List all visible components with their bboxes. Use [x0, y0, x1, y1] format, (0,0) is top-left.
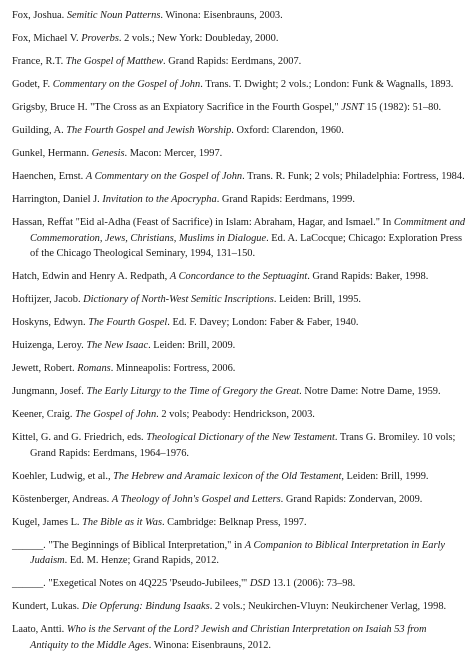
entry-text: . Notre Dame: Notre Dame, 1959. — [299, 386, 441, 397]
entry-text: Kugel, James L. — [12, 516, 83, 528]
entry-text: Kittel, G. and G. Friedrich, eds. — [12, 432, 147, 443]
bibliography-entry — [12, 269, 466, 285]
bibliography-entry — [12, 215, 466, 262]
bibliography-entry — [12, 169, 466, 185]
entry-text: . Cambridge: Belknap Press, 1997. — [161, 516, 307, 528]
bibliography-entry — [12, 576, 466, 592]
bibliography-entry — [12, 492, 466, 508]
entry-title-italic: Proverbs — [81, 33, 119, 44]
entry-text: 15 (1982): 51–80. — [363, 102, 442, 113]
entry-text: ______. "Exegetical Notes on 4Q225 'Pseudo-Jubilees,'" — [12, 578, 250, 589]
entry-title-italic: A Concordance to the Septuagint — [169, 271, 308, 282]
entry-title-italic: Commentary on the Gospel of John — [52, 79, 201, 90]
entry-text: . Ed. M. Henze; Grand Rapids, 2012. — [64, 555, 220, 566]
entry-text: Huizenga, Leroy. — [12, 340, 87, 351]
entry-text: . Grand Rapids: Zondervan, 2009. — [280, 493, 423, 505]
bibliography-entry — [12, 100, 466, 116]
entry-text: . Grand Rapids: Eerdmans, 2007. — [163, 56, 302, 67]
entry-title-italic: A Commentary on the Gospel of John — [85, 171, 243, 182]
entry-text: . Trans. T. Dwight; 2 vols.; London: Funk & Wagnalls, 1893. — [200, 79, 454, 90]
bibliography-entry — [12, 361, 466, 377]
entry-text: Godet, F. — [12, 79, 53, 90]
entry-title-italic: Theological Dictionary of the New Testament — [146, 432, 335, 443]
bibliography-entry — [12, 599, 466, 615]
bibliography-entry — [12, 31, 466, 47]
entry-text: . Macon: Mercer, 1997. — [124, 148, 223, 159]
bibliography-entry — [12, 469, 466, 485]
entry-title-italic: The Hebrew and Aramaic lexicon of the Old Testament — [113, 470, 342, 482]
bibliography-entry — [12, 54, 466, 70]
entry-text: Hatch, Edwin and Henry A. Redpath, — [12, 271, 170, 282]
entry-text: ______. "The Beginnings of Biblical Interpretation," in — [12, 539, 245, 551]
entry-title-italic: The Gospel of Matthew — [65, 56, 164, 67]
entry-text: Hassan, Reffat "Eid al-Adha (Feast of Sacrifice) in Islam: Abraham, Hagar, and Ismael." In — [12, 217, 394, 228]
entry-text: Fox, Michael V. — [12, 33, 82, 44]
entry-title-italic: The Gospel of John — [75, 409, 157, 420]
bibliography-entry — [12, 515, 466, 531]
entry-title-italic: Dictionary of North-West Semitic Inscriptions — [83, 294, 274, 305]
entry-title-italic: JSNT — [341, 102, 364, 113]
entry-text: Koehler, Ludwig, et al., — [12, 470, 114, 482]
bibliography-list — [12, 8, 466, 653]
entry-title-italic: DSD — [249, 578, 271, 589]
bibliography-entry — [12, 407, 466, 423]
entry-title-italic: Die Opferung: Bindung Isaaks — [81, 601, 210, 612]
entry-title-italic: Invitation to the Apocrypha — [102, 194, 217, 205]
bibliography-entry — [12, 338, 466, 354]
entry-text: . Minneapolis: Fortress, 2006. — [110, 363, 236, 374]
bibliography-entry — [12, 77, 466, 93]
entry-text: . 2 vols.; New York: Doubleday, 2000. — [118, 33, 279, 44]
entry-text: Fox, Joshua. — [12, 10, 67, 21]
entry-title-italic: Genesis — [91, 148, 125, 159]
entry-text: . Oxford: Clarendon, 1960. — [231, 125, 344, 136]
entry-text: Guilding, A. — [12, 125, 67, 136]
entry-title-italic: A Companion to Biblical Interpretation in Early Judaism — [30, 539, 446, 566]
entry-text: . Leiden: Brill, 1995. — [273, 294, 361, 305]
entry-text: Gunkel, Hermann. — [12, 148, 92, 159]
entry-title-italic: The Bible as it Was — [82, 516, 162, 528]
entry-text: Keener, Craig. — [12, 409, 76, 420]
entry-text: . Grand Rapids: Baker, 1998. — [307, 271, 429, 282]
entry-text: . Ed. F. Davey; London: Faber & Faber, 1940. — [167, 317, 359, 328]
bibliography-entry — [12, 192, 466, 208]
bibliography-entry — [12, 430, 466, 461]
entry-text: Laato, Antti. — [12, 624, 67, 635]
entry-text: Köstenberger, Andreas. — [12, 493, 112, 505]
entry-text: Hoskyns, Edwyn. — [12, 317, 89, 328]
entry-text: Jewett, Robert. — [12, 363, 78, 374]
bibliography-entry — [12, 622, 466, 653]
entry-text: . Winona: Eisenbrauns, 2003. — [160, 10, 283, 21]
entry-text: Grigsby, Bruce H. "The Cross as an Expiatory Sacrifice in the Fourth Gospel," — [12, 102, 342, 113]
entry-text: Haenchen, Ernst. — [12, 171, 86, 182]
entry-title-italic: Semitic Noun Patterns — [66, 10, 161, 21]
entry-text: , Leiden: Brill, 1999. — [341, 470, 429, 482]
bibliography-entry — [12, 292, 466, 308]
entry-text: France, R.T. — [12, 56, 66, 67]
bibliography-entry — [12, 384, 466, 400]
bibliography-entry — [12, 8, 466, 24]
entry-text: Jungmann, Josef. — [12, 386, 87, 397]
bibliography-entry — [12, 146, 466, 162]
entry-text: Hoftijzer, Jacob. — [12, 294, 84, 305]
bibliography-entry — [12, 538, 466, 569]
entry-text: . Grand Rapids: Eerdmans, 1999. — [216, 194, 355, 205]
entry-title-italic: The New Isaac — [86, 340, 149, 351]
bibliography-entry — [12, 315, 466, 331]
entry-text: . Winona: Eisenbrauns, 2012. — [148, 639, 272, 651]
entry-text: . 2 vols.; Neukirchen-Vluyn: Neukirchener Verlag, 1998. — [209, 601, 447, 612]
bibliography-entry — [12, 123, 466, 139]
entry-title-italic: The Fourth Gospel — [88, 317, 168, 328]
entry-text: . 2 vols; Peabody: Hendrickson, 2003. — [156, 409, 315, 420]
entry-text: . Leiden: Brill, 2009. — [148, 340, 236, 351]
entry-title-italic: The Early Liturgy to the Time of Gregory the Great — [86, 386, 300, 397]
entry-text: 13.1 (2006): 73–98. — [270, 578, 356, 589]
entry-text: . Ed. A. LaCocque; Chicago: Exploration Press of the Chicago Theological Seminary, 1994, 131–150. — [30, 232, 463, 259]
entry-text: Kundert, Lukas. — [12, 601, 82, 612]
entry-text: Harrington, Daniel J. — [12, 194, 103, 205]
entry-title-italic: Romans — [77, 363, 111, 374]
entry-text: . Trans. R. Funk; 2 vols; Philadelphia: Fortress, 1984. — [242, 171, 465, 182]
entry-title-italic: The Fourth Gospel and Jewish Worship — [66, 125, 232, 136]
entry-title-italic: Who is the Servant of the Lord? Jewish and Christian Interpretation on Isaiah 53 from Antiquity to the Middle Ages — [30, 624, 427, 651]
entry-title-italic: Commitment and Commemoration, Jews, Christians, Muslims in Dialogue — [30, 217, 466, 244]
entry-text: . Trans G. Bromiley. 10 vols; Grand Rapids: Eerdmans, 1964–1976. — [30, 432, 456, 459]
entry-title-italic: A Theology of John's Gospel and Letters — [111, 493, 281, 505]
